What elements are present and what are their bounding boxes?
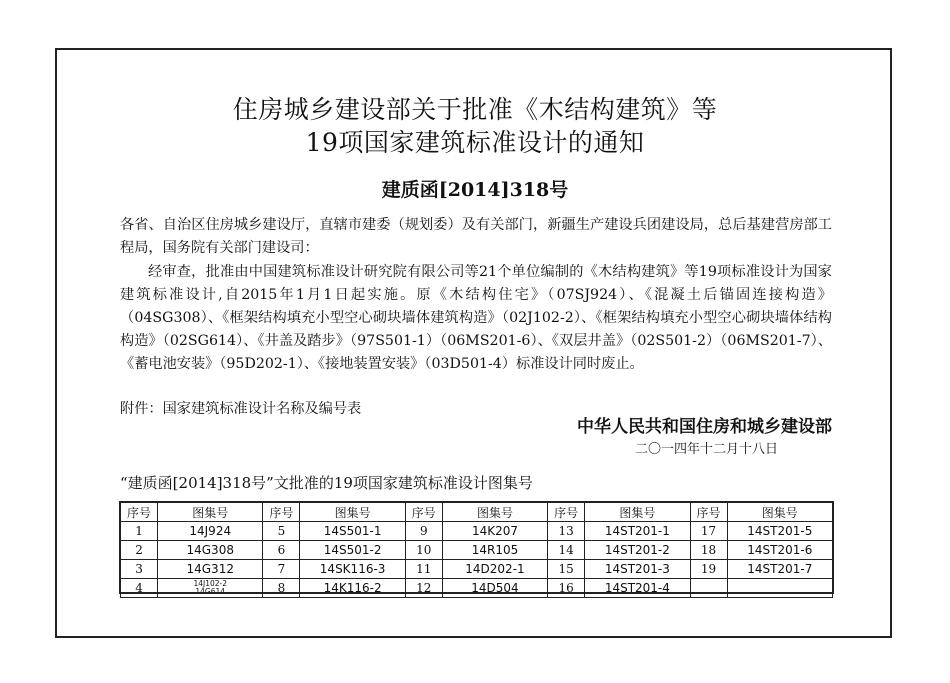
row-number: 7 [263, 560, 300, 579]
row-number: 13 [548, 522, 585, 541]
atlas-code-line: 14G614 [195, 587, 226, 596]
header-no: 序号 [548, 503, 585, 522]
row-number: 3 [121, 560, 158, 579]
table-caption: “建质函[2014]318号”文批准的19项国家建筑标准设计图集号 [120, 474, 533, 492]
table-row [121, 579, 833, 598]
header-code: 图集号 [442, 503, 547, 522]
atlas-code: 14G312 [158, 560, 263, 579]
atlas-code: 14ST201-7 [727, 560, 832, 579]
row-number: 6 [263, 541, 300, 560]
table-header-row [121, 503, 833, 522]
atlas-code: 14S501-2 [300, 541, 405, 560]
atlas-code: 14K207 [442, 522, 547, 541]
header-no: 序号 [690, 503, 727, 522]
atlas-code: 14D504 [442, 579, 547, 598]
body-paragraph: 经审查，批准由中国建筑标准设计研究院有限公司等21个单位编制的《木结构建筑》等19项标准设计为国家建筑标准设计,自2015年1月1日起实施。原《木结构住宅》（07SJ924）、《混凝土后锚固连接构造》（04SG308）、《框架结构填充小型空心砌块墙体建筑构造》（02J102-2）、《框架结构填充小型空心砌块墙体结构构造》（02SG614）、《井盖及踏步》（97S501-1）（06MS201-6）、《双层井盖》（02S501-2）（06MS201-7）、《蓄电池安装》（95D202-1）、《接地装置安装》（03D501-4）标准设计同时废止。 [120, 264, 832, 372]
addressee-paragraph: 各省、自治区住房城乡建设厅，直辖市建委（规划委）及有关部门，新疆生产建设兵团建设局，总后基建营房部工程局，国务院有关部门建设司： [120, 217, 832, 256]
row-number [690, 579, 727, 598]
header-code: 图集号 [585, 503, 690, 522]
atlas-code [727, 579, 832, 598]
row-number: 19 [690, 560, 727, 579]
row-number: 10 [405, 541, 442, 560]
atlas-code: 14S501-1 [300, 522, 405, 541]
title-line-2: 19项国家建筑标准设计的通知 [305, 128, 645, 157]
atlas-code: 14ST201-2 [585, 541, 690, 560]
atlas-code: 14SK116-3 [300, 560, 405, 579]
standards-table [120, 502, 833, 598]
atlas-code: 14K116-2 [300, 579, 405, 598]
atlas-code: 14ST201-4 [585, 579, 690, 598]
row-number: 4 [121, 579, 158, 598]
atlas-code: 14ST201-6 [727, 541, 832, 560]
row-number: 17 [690, 522, 727, 541]
row-number: 16 [548, 579, 585, 598]
table-row [121, 541, 833, 560]
row-number: 5 [263, 522, 300, 541]
issuing-authority: 中华人民共和国住房和城乡建设部 [577, 417, 832, 437]
header-no: 序号 [263, 503, 300, 522]
atlas-code: 14ST201-3 [585, 560, 690, 579]
atlas-code-double [158, 579, 263, 598]
atlas-code: 14J924 [158, 522, 263, 541]
header-code: 图集号 [300, 503, 405, 522]
title-line-1: 住房城乡建设部关于批准《木结构建筑》等 [232, 95, 718, 124]
row-number: 12 [405, 579, 442, 598]
row-number: 1 [121, 522, 158, 541]
document-number: 建质函[2014]318号 [381, 179, 569, 201]
atlas-code: 14ST201-5 [727, 522, 832, 541]
issue-date: 二〇一四年十二月十八日 [634, 442, 778, 457]
atlas-code: 14R105 [442, 541, 547, 560]
row-number: 2 [121, 541, 158, 560]
atlas-code-line: 14J102-2 [193, 579, 228, 588]
attachment-note: 附件：国家建筑标准设计名称及编号表 [120, 401, 362, 417]
atlas-code: 14D202-1 [442, 560, 547, 579]
atlas-code: 14G308 [158, 541, 263, 560]
row-number: 9 [405, 522, 442, 541]
row-number: 18 [690, 541, 727, 560]
atlas-code: 14ST201-1 [585, 522, 690, 541]
header-no: 序号 [405, 503, 442, 522]
row-number: 8 [263, 579, 300, 598]
table-row [121, 560, 833, 579]
row-number: 11 [405, 560, 442, 579]
table-row [121, 522, 833, 541]
header-no: 序号 [121, 503, 158, 522]
header-code: 图集号 [158, 503, 263, 522]
header-code: 图集号 [727, 503, 832, 522]
row-number: 14 [548, 541, 585, 560]
row-number: 15 [548, 560, 585, 579]
